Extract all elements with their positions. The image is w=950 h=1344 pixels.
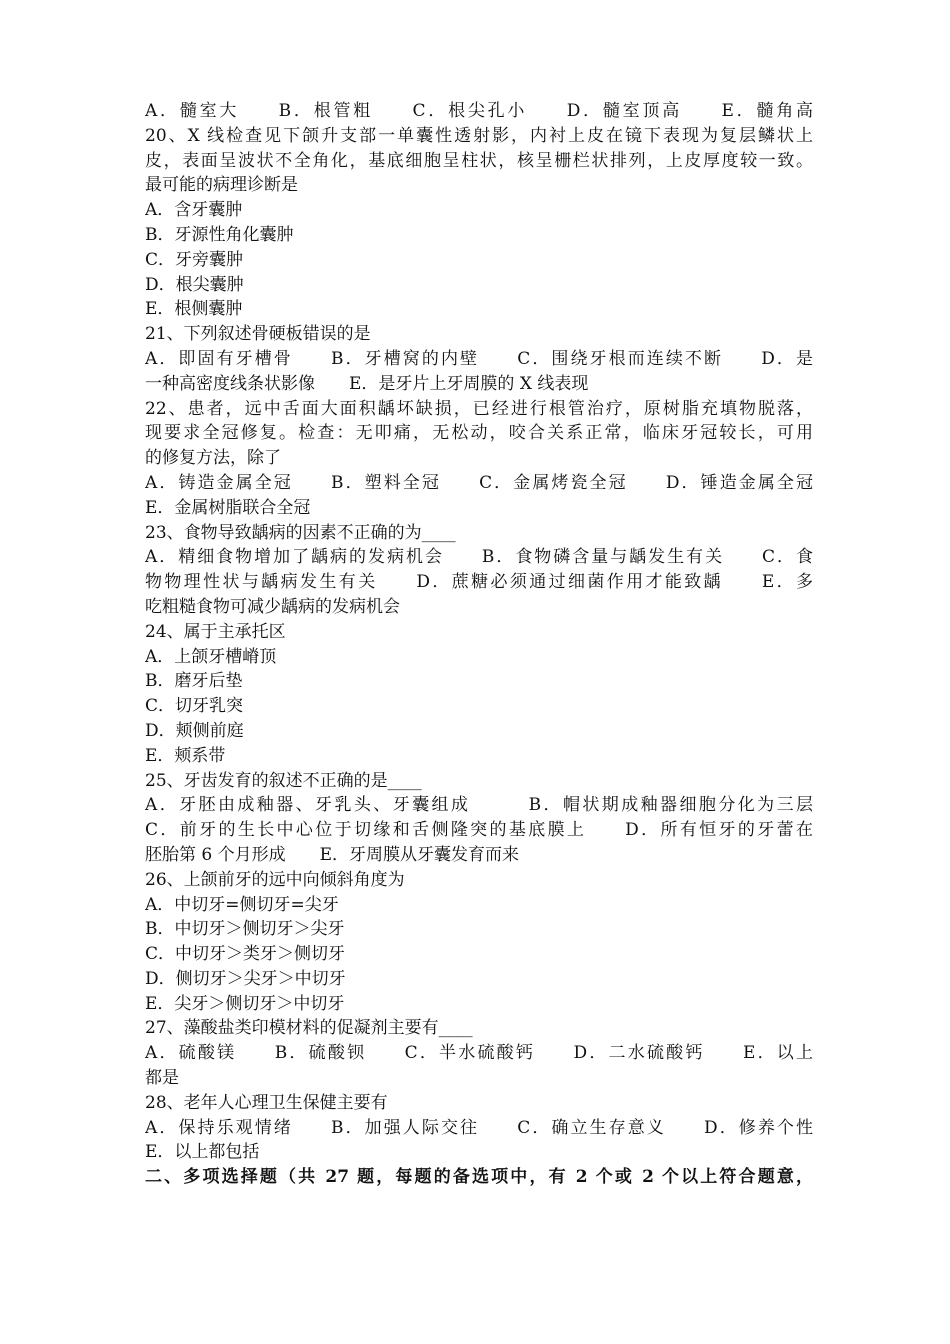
text-line: 胚胎第 6 个月形成 E．牙周膜从牙囊发育而来 <box>145 844 520 865</box>
text-line: E．以上都包括 <box>145 1142 260 1163</box>
text-line: 21、下列叙述骨硬板错误的是 <box>145 324 371 345</box>
section-heading: 二、多项选择题（共 27 题，每题的备选项中，有 2 个或 2 个以上符合题意， <box>145 1167 813 1188</box>
text-line: 物物理性状与龋病发生有关 D．蔗糖必须通过细菌作用才能致龋 E．多 <box>145 572 813 593</box>
text-line: B．牙源性角化囊肿 <box>145 224 294 245</box>
text-line: 23、食物导致龋病的因素不正确的为____ <box>145 522 456 543</box>
text-line: D．根尖囊肿 <box>145 274 244 295</box>
text-line: 最可能的病理诊断是 <box>145 175 298 196</box>
text-line: 28、老年人心理卫生保健主要有 <box>145 1092 388 1113</box>
text-line: A．保持乐观情绪 B．加强人际交往 C．确立生存意义 D．修养个性 <box>145 1117 813 1138</box>
text-line: E．颊系带 <box>145 745 226 766</box>
question-text-block <box>145 99 813 1190</box>
text-line: A．即固有牙槽骨 B．牙槽窝的内壁 C．围绕牙根而连续不断 D．是 <box>145 348 813 369</box>
text-line: 吃粗糙食物可减少龋病的发病机会 <box>145 596 400 617</box>
text-line: E．金属树脂联合全冠 <box>145 497 311 518</box>
text-line: 现要求全冠修复。检查：无叩痛，无松动，咬合关系正常，临床牙冠较长，可用 <box>145 423 813 444</box>
text-line: A．精细食物增加了龋病的发病机会 B．食物磷含量与龋发生有关 C．食 <box>145 547 813 568</box>
text-line: 27、藻酸盐类印模材料的促凝剂主要有____ <box>145 1018 473 1039</box>
text-line: C．前牙的生长中心位于切缘和舌侧隆突的基底膜上 D．所有恒牙的牙蕾在 <box>145 820 813 841</box>
text-line: 24、属于主承托区 <box>145 621 286 642</box>
text-line: A．牙胚由成釉器、牙乳头、牙囊组成 B．帽状期成釉器细胞分化为三层 <box>145 795 813 816</box>
text-line: 的修复方法，除了 <box>145 448 281 469</box>
text-line: A．髓室大 B．根管粗 C．根尖孔小 D．髓室顶高 E．髓角高 <box>145 101 813 121</box>
text-line: 皮，表面呈波状不全角化，基底细胞呈柱状，核呈栅栏状排列，上皮厚度较一致。 <box>145 150 813 171</box>
text-line: 20、X 线检查见下颌升支部一单囊性透射影，内衬上皮在镜下表现为复层鳞状上 <box>145 125 813 146</box>
text-line: B．磨牙后垫 <box>145 671 243 692</box>
text-line: 一种高密度线条状影像 E．是牙片上牙周膜的 X 线表现 <box>145 373 589 394</box>
text-line: D．颊侧前庭 <box>145 720 244 741</box>
text-line: B．中切牙＞侧切牙＞尖牙 <box>145 919 345 940</box>
text-line: 都是 <box>145 1068 179 1089</box>
text-line: C．牙旁囊肿 <box>145 249 244 270</box>
text-line: A．含牙囊肿 <box>145 200 243 221</box>
text-line: A．上颌牙槽嵴顶 <box>145 646 277 667</box>
text-line: A．铸造金属全冠 B．塑料全冠 C．金属烤瓷全冠 D．锤造金属全冠 <box>145 472 813 493</box>
text-line: 25、牙齿发育的叙述不正确的是____ <box>145 770 422 791</box>
text-line: A．中切牙=侧切牙=尖牙 <box>145 894 339 915</box>
text-line: E．根侧囊肿 <box>145 299 243 320</box>
text-line: E．尖牙＞侧切牙＞中切牙 <box>145 993 345 1014</box>
text-line: 22、患者，远中舌面大面积龋坏缺损，已经进行根管治疗，原树脂充填物脱落， <box>145 398 813 419</box>
text-line: 26、上颌前牙的远中向倾斜角度为 <box>145 869 405 890</box>
text-line: C．中切牙＞类牙＞侧切牙 <box>145 944 346 965</box>
text-line: A．硫酸镁 B．硫酸钡 C．半水硫酸钙 D．二水硫酸钙 E．以上 <box>145 1043 813 1064</box>
text-line: C．切牙乳突 <box>145 696 244 717</box>
text-line: D．侧切牙＞尖牙＞中切牙 <box>145 968 346 989</box>
